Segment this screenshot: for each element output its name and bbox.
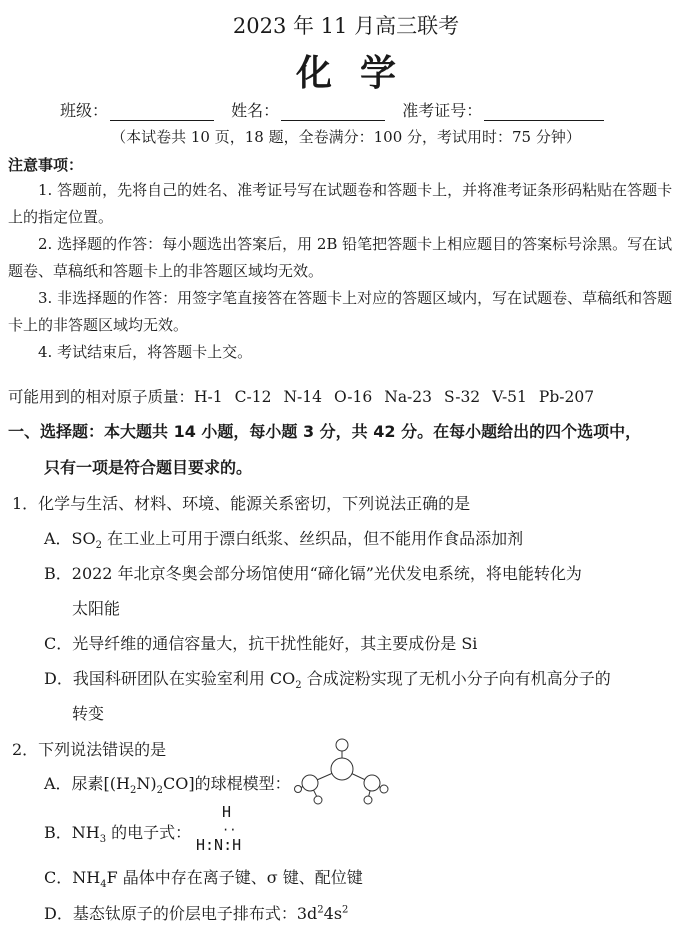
notice-item-1: 1. 答题前，先将自己的姓名、准考证号写在试题卷和答题卡上，并将准考证条形码粘贴在答题卡上的指定位置。 (8, 181, 673, 226)
q2-stem: 2．下列说法错误的是 (12, 740, 167, 759)
atomic-mass: S-32 (444, 388, 481, 406)
q2-option-a: A．尿素$[(H_2N)_2CO]$的球棍模型： (44, 774, 291, 797)
atomic-mass: N-14 (283, 388, 322, 406)
q1-option-b-cont: 太阳能 (72, 599, 121, 618)
atomic-mass: H-1 (194, 388, 223, 406)
atomic-mass: C-12 (234, 388, 272, 406)
q1-option-d: D．我国科研团队在实验室利用 $CO_2$ 合成淀粉实现了无机小分子向有机高分子的 (44, 669, 611, 692)
q2-option-d: D．基态钛原子的价层电子排布式：$3d^24s^2$ (44, 904, 349, 923)
atomic-mass: Na-23 (384, 388, 433, 406)
notice-item-2: 2. 选择题的作答：每小题选出答案后，用 2B 铅笔把答题卡上相应题目的答案标号涂黑。写在试题卷、草稿纸和答题卡上的非答题区域均无效。 (8, 235, 673, 280)
atomic-mass: O-16 (334, 388, 373, 406)
urea-ball-stick-model-icon (294, 737, 394, 809)
q1-stem: 1．化学与生活、材料、环境、能源关系密切，下列说法正确的是 (12, 494, 471, 513)
notice-item-4: 4. 考试结束后，将答题卡上交。 (38, 343, 253, 361)
notice-heading: 注意事项： (8, 156, 84, 174)
notice-item-3: 3. 非选择题的作答：用签字笔直接答在答题卡上对应的答题区域内，写在试题卷、草稿纸和答题卡上的非答题区域均无效。 (8, 289, 673, 334)
q2-option-b: B．$NH_3$ 的电子式： (44, 823, 192, 846)
ticket-field[interactable] (484, 104, 604, 121)
atomic-masses (8, 385, 594, 407)
paper-info: （本试卷共 10 页，18 题，全卷满分：100 分，考试用时：75 分钟） (111, 128, 581, 146)
q1-option-d-cont: 转变 (72, 704, 105, 723)
class-label: 班级： (60, 101, 109, 120)
atomic-masses-label: 可能用到的相对原子质量： (8, 388, 195, 406)
subject-title: 化学 (295, 52, 424, 94)
section-heading-cont: 只有一项是符合题目要求的。 (44, 458, 253, 477)
q1-option-c: C．光导纤维的通信容量大，抗干扰性能好，其主要成份是 Si (44, 634, 478, 653)
nh3-electron-formula: H ·· H:N:H (196, 803, 242, 854)
student-info-fields (60, 98, 616, 121)
atomic-mass: Pb-207 (538, 388, 595, 406)
q1-option-a: A．$SO_2$ 在工业上可用于漂白纸浆、丝织品，但不能用作食品添加剂 (44, 529, 524, 552)
name-field[interactable] (281, 104, 385, 121)
q2-option-c: C．$NH_4F$ 晶体中存在离子键、σ 键、配位键 (44, 868, 363, 891)
section-heading: 一、选择题：本大题共 14 小题，每小题 3 分，共 42 分。在每小题给出的四个选项中， (8, 422, 642, 441)
ticket-label: 准考证号： (402, 101, 483, 120)
exam-title: 2023 年 11 月高三联考 (232, 14, 460, 38)
q1-option-b: B．2022 年北京冬奥会部分场馆使用“碲化镉”光伏发电系统，将电能转化为 (44, 564, 582, 583)
class-field[interactable] (110, 104, 214, 121)
name-label: 姓名： (231, 101, 280, 120)
atomic-mass: V-51 (492, 388, 527, 406)
